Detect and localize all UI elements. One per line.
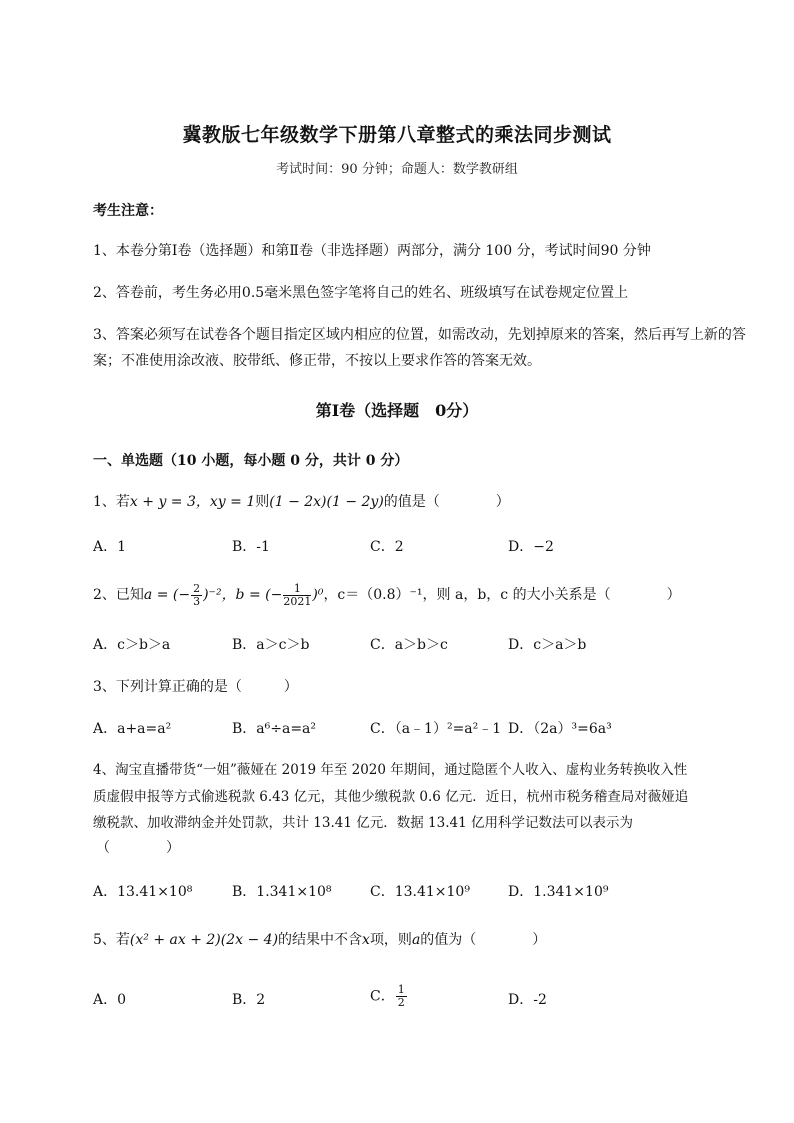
part-heading: 一、单选题（10 小题，每小题 0 分，共计 0 分）: [93, 453, 409, 469]
section-title: 第Ⅰ卷（选择题 0分）: [315, 401, 479, 420]
question-1-suffix: 的值是（ ）: [383, 494, 510, 510]
question-5-var-a: a: [411, 932, 421, 948]
question-5-option-d[interactable]: D．-2: [508, 992, 547, 1008]
question-4-option-d[interactable]: D．1.341×10⁹: [508, 884, 609, 900]
question-5-suffix: 的值为（ ）: [420, 932, 547, 948]
question-3-option-c[interactable]: C．（a﹣1）²=a²﹣1: [370, 721, 502, 737]
question-5-stem: [93, 928, 546, 952]
question-5-option-c-num: 1: [397, 983, 405, 996]
note-item-2: 2、答卷前，考生务必用0.5毫米黑色签字笔将自己的姓名、班级填写在试卷规定位置上: [93, 285, 629, 301]
question-2-b-num: 1: [283, 583, 311, 596]
question-2-b: ，b = (−: [221, 587, 283, 603]
question-5-option-a[interactable]: A．0: [93, 992, 127, 1008]
question-3-option-b[interactable]: B．a⁶÷a=a²: [232, 721, 317, 737]
question-2-b-exp: )⁰: [312, 587, 324, 603]
question-4-option-c[interactable]: C．13.41×10⁹: [370, 884, 470, 900]
question-5-option-c-label: C．: [370, 988, 395, 1005]
exam-subtitle: 考试时间：90 分钟；命题人：数学教研组: [276, 162, 518, 177]
question-5-prefix: 5、若: [93, 932, 130, 948]
question-5-math: (x² + ax + 2)(2x − 4): [129, 932, 279, 948]
question-2-option-d[interactable]: D．c＞a＞b: [508, 637, 587, 653]
question-3-option-d[interactable]: D．（2a）³=6a³: [508, 721, 612, 737]
question-2-a: a = (−: [143, 587, 191, 603]
question-1-mid: 则: [255, 494, 270, 510]
question-5-option-c-den: 2: [397, 996, 405, 1009]
question-5-var-x: x: [362, 932, 370, 948]
question-4-line-3: 缴税款、加收滞纳金并处罚款，共计 13.41 亿元．数据 13.41 亿用科学记数法可以表示为: [93, 815, 633, 831]
question-2-a-num: 2: [193, 581, 201, 595]
question-2-b-fraction: [283, 583, 311, 608]
question-5-option-c-fraction: [396, 984, 407, 1009]
question-1-option-a[interactable]: A．1: [93, 539, 127, 555]
exam-title: 冀教版七年级数学下册第八章整式的乘法同步测试: [182, 124, 612, 146]
question-3-option-a[interactable]: A．a+a=a²: [93, 721, 172, 737]
question-1-option-d[interactable]: D．−2: [508, 539, 554, 555]
question-2-a-exp: )⁻²: [203, 587, 222, 603]
question-2-option-a[interactable]: A．c＞b＞a: [93, 637, 171, 653]
question-5-option-b[interactable]: B．2: [232, 992, 266, 1008]
question-4-line-1: 4、淘宝直播带货“一姐”薇娅在 2019 年至 2020 年期间，通过隐匿个人收入、虚构业务转换收入性: [93, 762, 688, 778]
question-4-option-b[interactable]: B．1.341×10⁸: [232, 884, 332, 900]
question-2-a-fraction: [191, 583, 202, 608]
question-4-line-4: （ ）: [96, 840, 180, 856]
question-2-option-b[interactable]: B．a＞c＞b: [232, 637, 310, 653]
question-5-mid: 的结果中不含: [278, 932, 363, 948]
question-3-stem: 3、下列计算正确的是（ ）: [93, 679, 298, 695]
question-2-stem: [93, 578, 681, 612]
question-5-option-c[interactable]: [370, 984, 408, 1009]
question-2-b-den: 2021: [283, 594, 312, 608]
question-2-a-den: 3: [193, 594, 201, 608]
question-1-stem: [93, 490, 510, 514]
question-2-prefix: 2、已知: [93, 587, 144, 603]
question-1-math: x + y = 3，xy = 1: [129, 494, 256, 510]
question-5-mid2: 项，则: [369, 932, 412, 948]
question-1-prefix: 1、若: [93, 494, 130, 510]
note-item-3: 3、答案必须写在试卷各个题目指定区域内相应的位置，如需改动，先划掉原来的答案，然后再写上新的答案；不准使用涂改液、胶带纸、修正带，不按以上要求作答的答案无效。: [93, 327, 746, 369]
question-1-math2: (1 − 2x)(1 − 2y): [269, 494, 384, 510]
question-4-line-2: 质虚假申报等方式偷逃税款 6.43 亿元，其他少缴税款 0.6 亿元．近日，杭州市税务稽查局对薇娅追: [93, 789, 689, 805]
question-4-option-a[interactable]: A．13.41×10⁸: [93, 884, 193, 900]
question-2-suffix: ，c＝（0.8）⁻¹，则 a，b，c 的大小关系是（ ）: [323, 587, 681, 603]
question-1-option-b[interactable]: B．-1: [232, 539, 270, 555]
notes-heading: 考生注意：: [93, 203, 163, 219]
note-item-1: 1、本卷分第Ⅰ卷（选择题）和第Ⅱ卷（非选择题）两部分，满分 100 分，考试时间90 分钟: [93, 243, 651, 259]
question-1-option-c[interactable]: C．2: [370, 539, 404, 555]
question-2-option-c[interactable]: C．a＞b＞c: [370, 637, 448, 653]
